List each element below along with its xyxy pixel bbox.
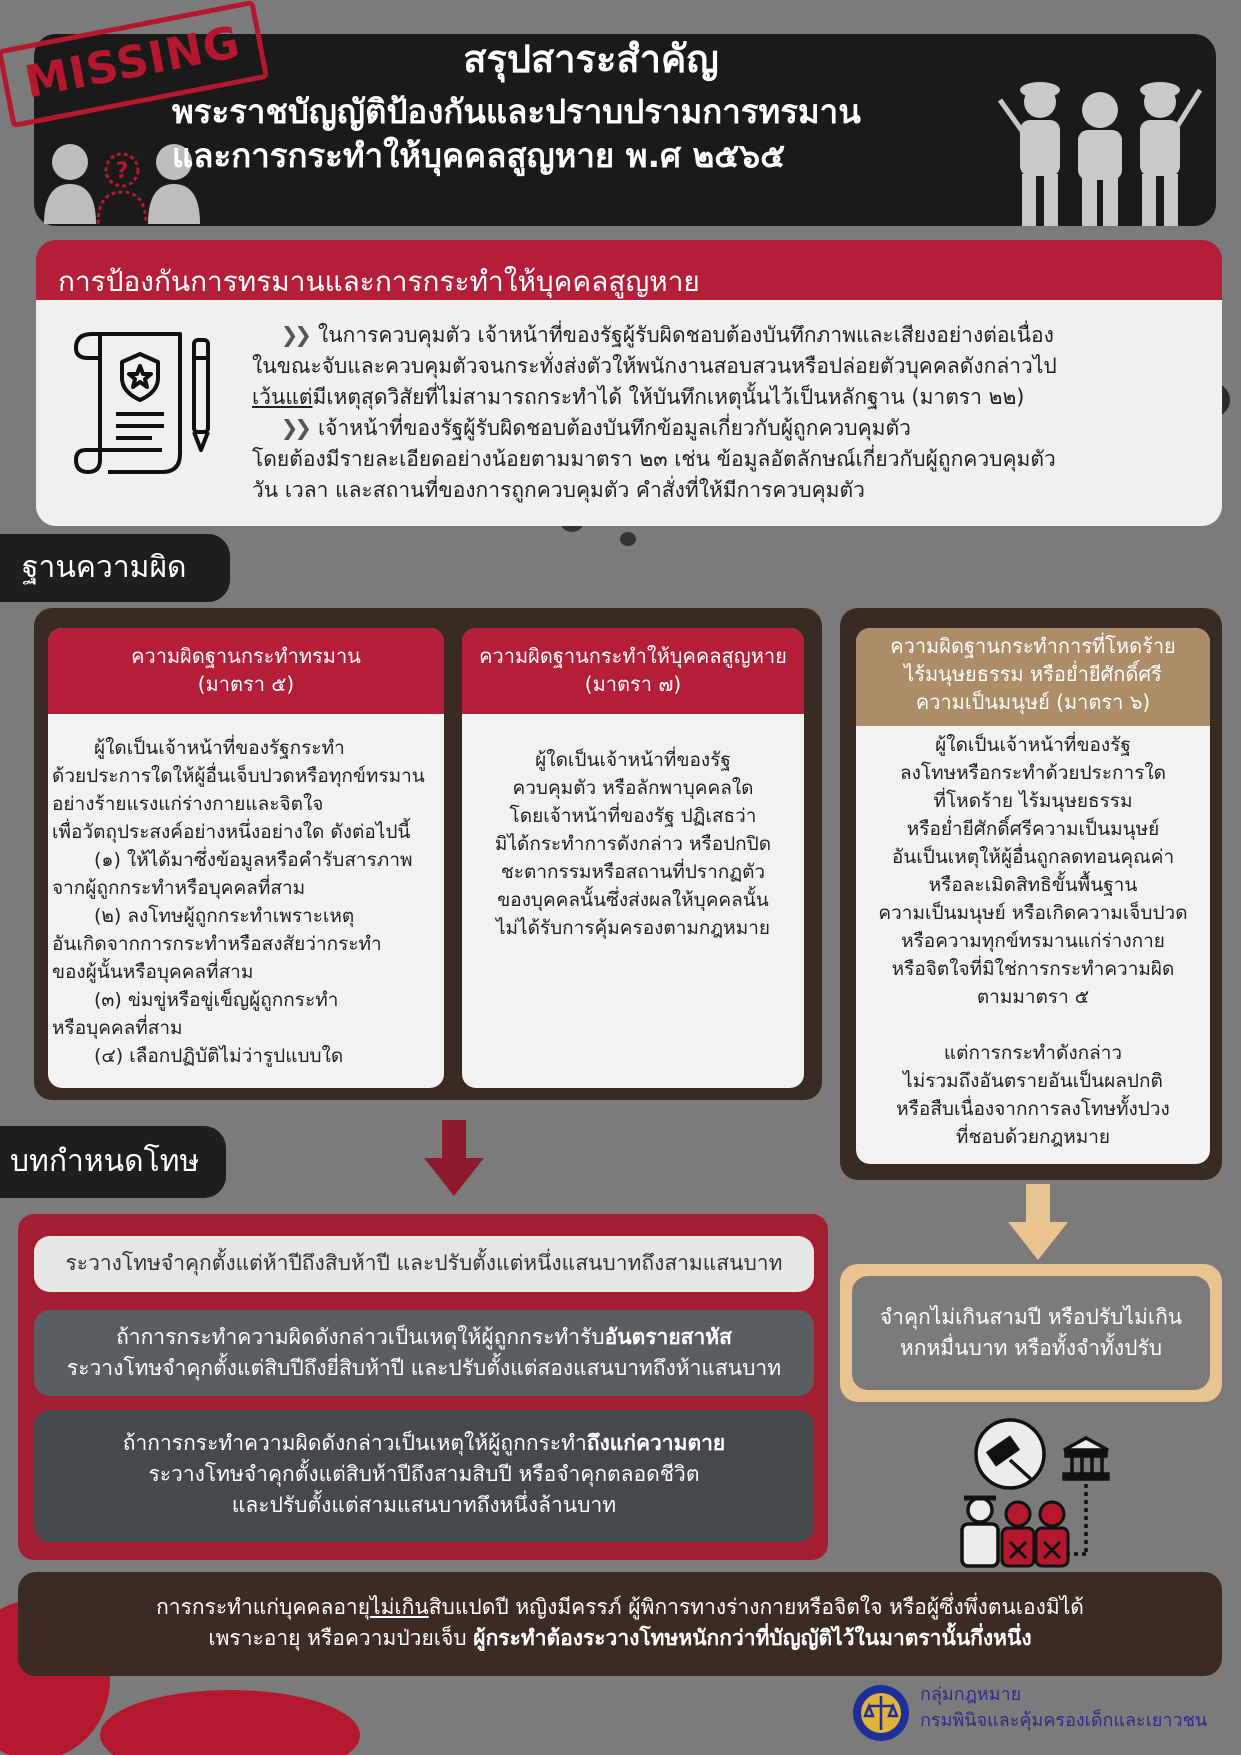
cruel-card-text [856, 731, 1210, 1151]
penalties-label: บทกำหนดโทษ [0, 1126, 226, 1198]
footer-org [920, 1682, 1207, 1734]
down-arrow-icon [424, 1120, 484, 1196]
prevention-line: โดยต้องมีรายละเอียดอย่างน้อยตามมาตรา ๒๓ เช่น ข้อมูลอัตลักษณ์เกี่ยวกับผู้ถูกควบคุมตัว [252, 447, 1056, 471]
cruel-line: ที่โหดร้าย ไร้มนุษยธรรม [933, 790, 1133, 812]
torture-line: ผู้ใดเป็นเจ้าหน้าที่ของรัฐกระทำ [94, 737, 345, 759]
svg-text:?: ? [115, 159, 129, 184]
note-underlined: ไม่เกิน [370, 1595, 429, 1619]
disappearance-line: ของบุคคลนั้นซึ่งส่งผลให้บุคคลนั้น [497, 889, 769, 911]
torture-line: อย่างร้ายแรงแก่ร่างกายและจิตใจ [52, 793, 324, 815]
cruel-card-title: ไร้มนุษยธรรม หรือย่ำยีศักดิ์ศรี [904, 662, 1162, 686]
prevention-line: วัน เวลา และสถานที่ของการถูกควบคุมตัว คำสั่งที่ให้มีการควบคุมตัว [252, 478, 865, 502]
cruel-line: ที่ชอบด้วยกฎหมาย [955, 1126, 1111, 1148]
penalty-row-grievous [34, 1310, 814, 1396]
soldiers-icon [990, 70, 1210, 226]
prevention-heading: การป้องกันการทรมานและการกระทำให้บุคคลสูญหาย [36, 240, 1222, 302]
footer-org-line: กรมพินิจและคุ้มครองเด็กและเยาวชน [920, 1710, 1208, 1731]
splat-decoration [100, 1690, 360, 1755]
down-arrow-icon [1008, 1184, 1068, 1260]
torture-line: ด้วยประการใดให้ผู้อื่นเจ็บปวดหรือทุกข์ทรมาน [52, 765, 425, 787]
torture-card-text [52, 734, 444, 1070]
penalty-text: ระวางโทษจำคุกตั้งแต่สิบปีถึงยี่สิบห้าปี และปรับตั้งแต่สองแสนบาทถึงห้าแสนบาท [66, 1356, 782, 1380]
note-text: เพราะอายุ หรือความป่วยเจ็บ [208, 1626, 474, 1650]
page-subtitle [172, 90, 861, 178]
penalty-text: ถ้าการกระทำความผิดดังกล่าวเป็นเหตุให้ผู้ถูกกระทำรับ [116, 1325, 605, 1349]
cruel-line: หรือละเมิดสิทธิขั้นพื้นฐาน [928, 874, 1138, 896]
cruel-line: แต่การกระทำดังกล่าว [943, 1042, 1123, 1064]
penalty-row-death [34, 1410, 814, 1542]
splat-decoration [620, 532, 636, 546]
cruel-line: หรือความทุกข์ทรมานแก่ร่างกาย [901, 930, 1165, 952]
disappearance-line: ไม่ได้รับการคุ้มครองตามกฎหมาย [495, 917, 771, 939]
cruel-line: หรือย่ำยีศักดิ์ศรีความเป็นมนุษย์ [906, 818, 1160, 840]
cruel-line: ตามมาตรา ๕ [976, 986, 1090, 1008]
prevention-line: ในการควบคุมตัว เจ้าหน้าที่ของรัฐผู้รับผิดชอบต้องบันทึกภาพและเสียงอย่างต่อเนื่อง [318, 323, 1054, 347]
cruel-card-title: ความผิดฐานกระทำการที่โหดร้าย [890, 634, 1176, 658]
torture-line: (๑) ให้ได้มาซึ่งข้อมูลหรือคำรับสารภาพ [94, 849, 413, 871]
justice-illustration-icon [956, 1414, 1116, 1568]
note-text: การกระทำแก่บุคคลอายุ [156, 1595, 371, 1619]
prevention-text [252, 320, 1192, 506]
torture-line: (๒) ลงโทษผู้ถูกกระทำเพราะเหตุ [94, 905, 355, 927]
page-title: สรุปสาระสำคัญ [463, 37, 719, 81]
subtitle-line: พระราชบัญญัติป้องกันและปราบปรามการทรมาน [172, 92, 861, 131]
penalty-emphasis: อันตรายสาหัส [604, 1325, 732, 1349]
disappearance-card-title: ความผิดฐานกระทำให้บุคคลสูญหาย [479, 644, 787, 668]
cruel-line: อันเป็นเหตุให้ผู้อื่นถูกลดทอนคุณค่า [891, 846, 1175, 868]
double-chevron-icon: ❯❯ [280, 416, 308, 440]
disappearance-line: โดยเจ้าหน้าที่ของรัฐ ปฏิเสธว่า [509, 805, 757, 827]
torture-card-section: (มาตรา ๕) [197, 672, 295, 696]
penalty-text: ถ้าการกระทำความผิดดังกล่าวเป็นเหตุให้ผู้ถูกกระทำ [122, 1431, 587, 1455]
penalty-emphasis: ถึงแก่ความตาย [586, 1431, 726, 1455]
cruel-card-head [856, 628, 1210, 726]
cruel-card-title: ความเป็นมนุษย์ (มาตรา ๖) [915, 690, 1151, 714]
disappearance-card-head [462, 628, 804, 714]
prevention-line: มีเหตุสุดวิสัยที่ไม่สามารถกระทำได้ ให้บันทึกเหตุนั้นไว้เป็นหลักฐาน (มาตรา ๒๒) [312, 385, 1025, 409]
cruel-line: ผู้ใดเป็นเจ้าหน้าที่ของรัฐ [935, 734, 1131, 756]
department-logo-icon [852, 1682, 910, 1744]
penalty-text: หกหมื่นบาท หรือทั้งจำทั้งปรับ [899, 1336, 1163, 1360]
disappearance-line: ผู้ใดเป็นเจ้าหน้าที่ของรัฐ [535, 749, 731, 771]
offenses-label: ฐานความผิด [0, 534, 230, 602]
torture-line: หรือบุคคลที่สาม [52, 1017, 183, 1039]
scroll-document-icon [72, 328, 222, 478]
disappearance-card-text [462, 746, 804, 942]
cruel-penalty-box [852, 1276, 1210, 1390]
penalty-text: จำคุกไม่เกินสามปี หรือปรับไม่เกิน [879, 1305, 1183, 1329]
missing-stamp: MISSING [0, 0, 269, 128]
penalty-row-base [34, 1236, 814, 1292]
cruel-line: ลงโทษหรือกระทำด้วยประการใด [899, 762, 1167, 784]
torture-line: ของผู้นั้นหรือบุคคลที่สาม [52, 961, 254, 983]
footer-org-line: กลุ่มกฎหมาย [920, 1684, 1022, 1705]
note-text: สิบแปดปี หญิงมีครรภ์ ผู้พิการทางร่างกายหรือจิตใจ หรือผู้ซึ่งพึ่งตนเองมิได้ [428, 1595, 1084, 1619]
cruel-line: หรือสืบเนื่องจากการลงโทษทั้งปวง [896, 1098, 1170, 1120]
penalty-text: ระวางโทษจำคุกตั้งแต่สิบห้าปีถึงสามสิบปี หรือจำคุกตลอดชีวิต [148, 1462, 700, 1486]
disappearance-card-section: (มาตรา ๗) [584, 672, 682, 696]
torture-line: (๓) ข่มขู่หรือขู่เข็ญผู้ถูกกระทำ [94, 989, 339, 1011]
subtitle-line: และการกระทำให้บุคคลสูญหาย พ.ศ ๒๕๖๕ [172, 136, 786, 175]
torture-line: เพื่อวัตถุประสงค์อย่างหนึ่งอย่างใด ดังต่อไปนี้ [52, 821, 411, 843]
prevention-underlined: เว้นแต่ [252, 385, 313, 409]
torture-line: (๔) เลือกปฏิบัติไม่ว่ารูปแบบใด [94, 1045, 344, 1067]
note-emphasis: ผู้กระทำต้องระวางโทษหนักกว่าที่บัญญัติไว้ในมาตรานั้นกึ่งหนึ่ง [473, 1626, 1032, 1650]
torture-line: อันเกิดจากการกระทำหรือสงสัยว่ากระทำ [52, 933, 382, 955]
double-chevron-icon: ❯❯ [280, 323, 308, 347]
disappearance-line: มิได้กระทำการดังกล่าว หรือปกปิด [494, 833, 772, 855]
prevention-line: เจ้าหน้าที่ของรัฐผู้รับผิดชอบต้องบันทึกข้อมูลเกี่ยวกับผู้ถูกควบคุมตัว [318, 416, 911, 440]
disappearance-line: ควบคุมตัว หรือลักพาบุคคลใด [512, 777, 754, 799]
cruel-line: ไม่รวมถึงอันตรายอันเป็นผลปกติ [903, 1070, 1163, 1092]
torture-card-title: ความผิดฐานกระทำทรมาน [131, 644, 361, 668]
penalty-text: ระวางโทษจำคุกตั้งแต่ห้าปีถึงสิบห้าปี และปรับตั้งแต่หนึ่งแสนบาทถึงสามแสนบาท [65, 1251, 783, 1275]
disappearance-line: ชะตากรรมหรือสถานที่ปรากฏตัว [500, 861, 766, 883]
cruel-line: ความเป็นมนุษย์ หรือเกิดความเจ็บปวด [878, 902, 1188, 924]
torture-card-head [48, 628, 444, 714]
cruel-line: หรือจิตใจที่มิใช่การกระทำความผิด [891, 958, 1175, 980]
torture-line: จากผู้ถูกกระทำหรือบุคคลที่สาม [52, 877, 306, 899]
prevention-line: ในขณะจับและควบคุมตัวจนกระทั่งส่งตัวให้พนักงานสอบสวนหรือปล่อยตัวบุคคลดังกล่าวไป [252, 354, 1057, 378]
aggravation-note [18, 1572, 1222, 1676]
penalty-text: และปรับตั้งแต่สามแสนบาทถึงหนึ่งล้านบาท [231, 1493, 617, 1517]
